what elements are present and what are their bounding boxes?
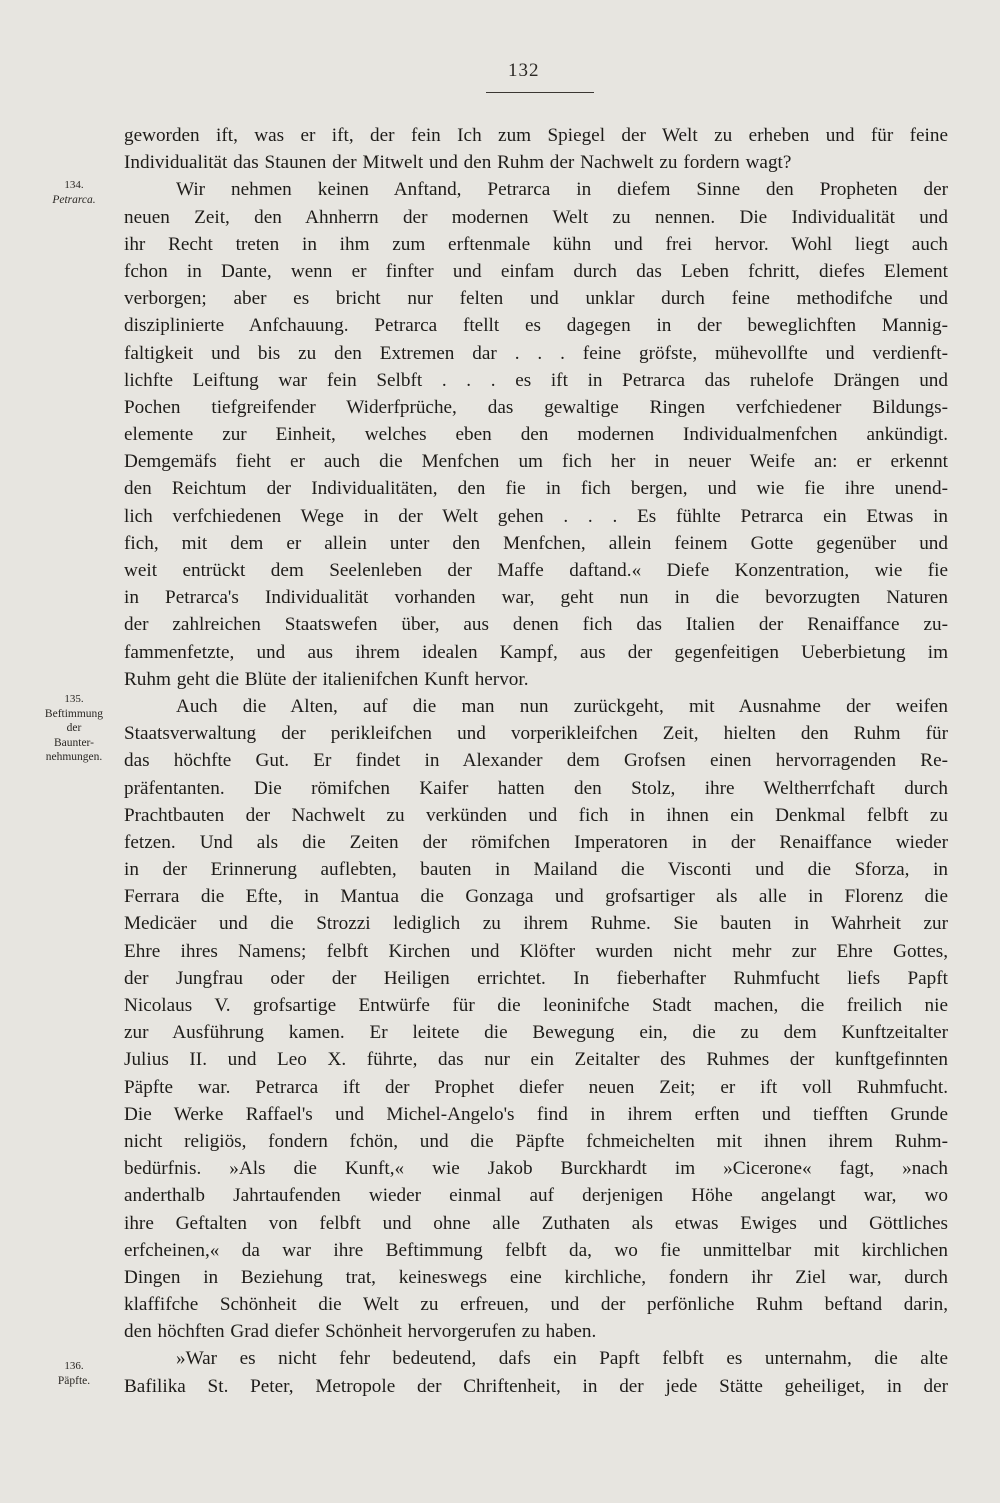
text-line: präfentanten. Die römifchen Kaifer hatten den Stolz, ihre Weltherrfchaft durch xyxy=(124,777,948,799)
text-line: »War es nicht fehr bedeutend, dafs ein Papft felbft es unternahm, die alte xyxy=(176,1348,948,1370)
text-line: weit entrückt dem Seelenleben der Maffe daftand.« Diefe Konzentration, wie fie xyxy=(124,560,948,581)
text-line: Ferrara die Efte, in Mantua die Gonzaga und grofsartiger als alle in Florenz die xyxy=(124,886,948,908)
margin-note-number: 135. xyxy=(64,693,84,705)
margin-note-136 xyxy=(28,1359,120,1388)
text-line: Ehre ihres Namens; felbft Kirchen und Klöfter wurden nicht mehr zur Ehre Gottes, xyxy=(124,940,948,962)
text-line: Auch die Alten, auf die man nun zurückgeht, mit Ausnahme der weifen xyxy=(176,695,948,717)
text-line: Demgemäfs fieht er auch die Menfchen um fich her in neuer Weife an: er erkennt xyxy=(124,451,948,473)
text-line: klaffifche Schönheit die Welt zu erfreuen, und der perfönliche Ruhm beftand darin, xyxy=(124,1294,948,1316)
text-line: zur Ausführung kamen. Er leitete die Bewegung ein, die zu dem Kunftzeitalter xyxy=(124,1022,948,1044)
text-line: Bafilika St. Peter, Metropole der Chriftenheit, in der jede Stätte geheiliget, in der xyxy=(124,1375,948,1397)
body-text xyxy=(124,122,948,1400)
text-line: geworden ift, was er ift, der fein Ich zum Spiegel der Welt zu erheben und für feine xyxy=(124,125,948,146)
text-line: in der Erinnerung auflebten, bauten in Mailand die Visconti und die Sforza, in xyxy=(124,859,948,881)
text-line: in Petrarca's Individualität vorhanden war, geht nun in die bevorzugten Naturen xyxy=(124,587,948,609)
text-line: Medicäer und die Strozzi lediglich zu ihrem Ruhme. Sie bauten in Wahrheit zur xyxy=(124,913,948,935)
text-line: nicht religiös, fondern fchön, und die Päpfte fchmeichelten mit ihnen ihrem Ruhm- xyxy=(124,1130,948,1152)
text-line: Staatsverwaltung der perikleifchen und vorperikleifchen Zeit, hielten den Ruhm für xyxy=(124,723,948,745)
text-line: fchon in Dante, wenn er finfter und einfam durch das Leben fchritt, diefes Element xyxy=(124,260,948,282)
text-line: Julius II. und Leo X. führte, das nur ein Zeitalter des Ruhmes der kunftgefinnten xyxy=(124,1049,948,1071)
margin-note-134 xyxy=(28,178,120,207)
text-line: lich verfchiedenen Wege in der Welt gehen . . . Es fühlte Petrarca ein Etwas in xyxy=(124,505,948,527)
text-line: lichfte Leiftung war fein Selbft . . . es ift in Petrarca das ruhelofe Drängen und xyxy=(124,369,948,391)
text-line: bedürfnis. »Als die Kunft,« wie Jakob Burckhardt im »Cicerone« fagt, »nach xyxy=(124,1158,948,1180)
text-line: Individualität das Staunen der Mitwelt und den Ruhm der Nachwelt zu fordern wagt? xyxy=(124,152,792,174)
text-line: Ruhm geht die Blüte der italienifchen Kunft hervor. xyxy=(124,668,529,690)
page-number: 132 xyxy=(508,60,540,81)
text-line: Dingen in Beziehung trat, keineswegs eine kirchliche, fondern ihr Ziel war, durch xyxy=(124,1266,948,1288)
margin-note-label-line: Baunter- xyxy=(53,736,94,749)
page-number-rule xyxy=(486,92,594,93)
margin-note-label: Petrarca. xyxy=(52,193,96,206)
text-line: faltigkeit und bis zu den Extremen dar . . . feine gröfste, mühevollfte und verdienft- xyxy=(124,342,948,364)
text-line: Pochen tiefgreifender Widerfprüche, das gewaltige Ringen verfchiedener Bildungs- xyxy=(124,396,948,418)
text-line: Päpfte war. Petrarca ift der Prophet diefer neuen Zeit; er ift voll Ruhmfucht. xyxy=(124,1076,948,1098)
margin-note-number: 136. xyxy=(64,1360,84,1372)
text-line: disziplinierte Anfchauung. Petrarca ftellt es dagegen in der beweglichften Mannig- xyxy=(124,315,948,337)
margin-note-label-line: nehmungen. xyxy=(45,751,103,763)
text-line: Prachtbauten der Nachwelt zu verkünden und fich in ihnen ein Denkmal felbft zu xyxy=(124,804,948,826)
text-line: anderthalb Jahrtaufenden wieder einmal auf derjenigen Höhe angelangt war, wo xyxy=(124,1185,948,1207)
text-line: fammenfetzte, und aus ihrem idealen Kampf, aus der gegenfeitigen Ueberbietung im xyxy=(124,641,948,663)
text-line: den höchften Grad diefer Schönheit hervorgerufen zu haben. xyxy=(124,1321,597,1343)
text-line: den Reichtum der Individualitäten, den fie in fich bergen, und wie fie ihre unend- xyxy=(124,478,948,500)
text-line: das höchfte Gut. Er findet in Alexander dem Grofsen einen hervorragenden Re- xyxy=(124,750,948,772)
text-line: elemente zur Einheit, welches eben den modernen Individualmenfchen ankündigt. xyxy=(124,424,948,446)
text-line: neuen Zeit, den Ahnherrn der modernen Welt zu nennen. Die Individualität und xyxy=(124,206,948,228)
margin-note-number: 134. xyxy=(64,179,84,191)
text-line: Wir nehmen keinen Anftand, Petrarca in diefem Sinne den Propheten der xyxy=(176,179,948,201)
text-line: der zahlreichen Staatswefen über, aus denen fich das Italien der Renaiffance zu- xyxy=(124,614,948,636)
margin-note-label-line: Beftimmung xyxy=(44,707,104,720)
text-line: ihre Geftalten von felbft und ohne alle Zuthaten als etwas Ewiges und Göttliches xyxy=(124,1212,948,1234)
text-line: fich, mit dem er allein unter den Menfchen, allein feinem Gotte gegenüber und xyxy=(124,532,948,554)
text-line: ihr Recht treten in ihm zum erftenmale kühn und frei hervor. Wohl liegt auch xyxy=(124,233,948,255)
text-line: der Jungfrau oder der Heiligen errichtet. In fieberhafter Ruhmfucht liefs Papft xyxy=(124,967,948,989)
text-line: Die Werke Raffael's und Michel-Angelo's find in ihrem erften und tiefften Grunde xyxy=(124,1103,948,1125)
margin-note-label: Päpfte. xyxy=(57,1374,91,1387)
margin-note-label-line: der xyxy=(66,722,82,734)
text-line: Nicolaus V. grofsartige Entwürfe für die leoninifche Stadt machen, die freilich nie xyxy=(124,995,948,1016)
text-line: erfcheinen,« da war ihre Beftimmung felbft da, wo fie unmittelbar mit kirchlichen xyxy=(124,1239,948,1261)
text-line: verborgen; aber es bricht nur felten und unklar durch feine methodifche und xyxy=(124,288,948,310)
text-line: fetzen. Und als die Zeiten der römifchen Imperatoren in der Renaiffance wieder xyxy=(124,831,948,853)
margin-note-135 xyxy=(28,692,120,765)
